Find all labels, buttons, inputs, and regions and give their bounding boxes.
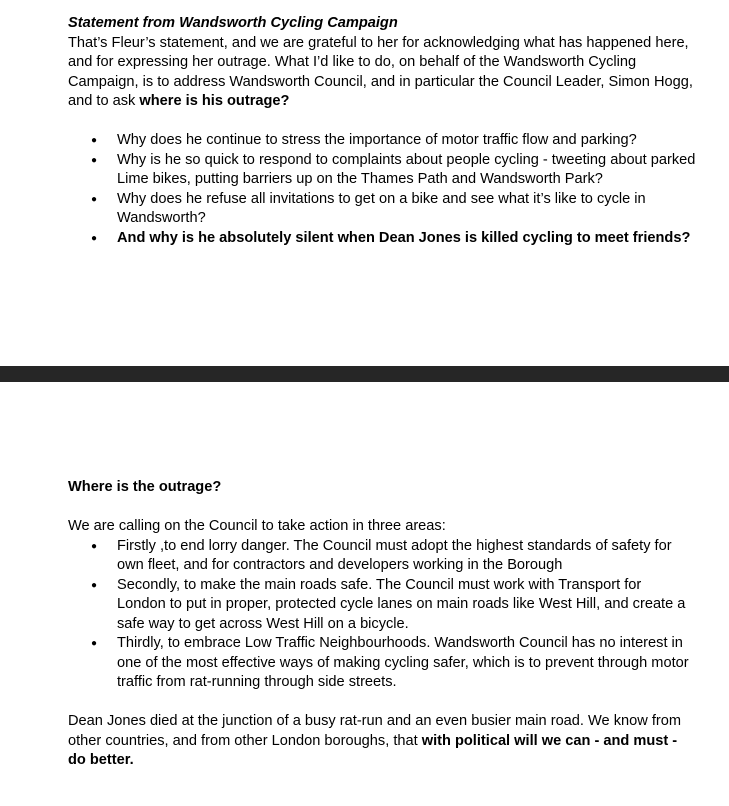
page-divider [0,366,729,382]
list-item: ● Why does he continue to stress the importance of motor traffic flow and parking? [68,131,698,151]
page-top-section [68,14,698,248]
list-item: ● Why is he so quick to respond to complaints about people cycling - tweeting about parked Lime bikes, putting barriers up on the Thames Path and Wandsworth Park? [68,151,698,190]
statement-intro-bold: where is his outrage? [139,93,290,109]
list-item-bold: ● And why is he absolutely silent when Dean Jones is killed cycling to meet friends? [68,229,698,249]
spacer [68,112,698,132]
questions-list [68,131,698,248]
outrage-heading: Where is the outrage? [68,479,222,495]
list-item: ● Thirdly, to embrace Low Traffic Neighbourhoods. Wandsworth Council has no interest in one of the most effective ways of making cycling safer, which is to prevent through motor traffic from rat-running through side streets. [68,634,693,693]
list-item: ● Firstly ,to end lorry danger. The Council must adopt the highest standards of safety for own fleet, and for contractors and developers working in the Borough [68,537,693,576]
statement-heading: Statement from Wandsworth Cycling Campaign [68,15,398,31]
page-bottom-section [68,478,693,771]
actions-intro: We are calling on the Council to take action in three areas: [68,518,446,534]
closing-paragraph [68,712,693,771]
list-item: ● Secondly, to make the main roads safe. The Council must work with Transport for London to put in proper, protected cycle lanes on main roads like West Hill, and create a safe way to get across West Hill on a bicycle. [68,576,693,635]
spacer [68,693,693,713]
statement-intro-text: That’s Fleur’s statement, and we are grateful to her for acknowledging what has happened here, and for expressing her outrage. What I’d like to do, on behalf of the Wandsworth Cycling Campaign, is to address Wandsworth Council, and in particular the Council Leader, Simon Hogg, and to ask [68,34,693,109]
actions-list [68,537,693,693]
closing-text: Dean Jones died at the junction of a busy rat-run and an even busier main road. We know from other countries, and from other London boroughs, that [68,713,682,749]
spacer [68,498,693,518]
list-item: ● Why does he refuse all invitations to get on a bike and see what it’s like to cycle in Wandsworth? [68,190,698,229]
closing-bold: with political will we can - and must - do better. [68,732,678,768]
statement-intro-paragraph [68,34,698,112]
